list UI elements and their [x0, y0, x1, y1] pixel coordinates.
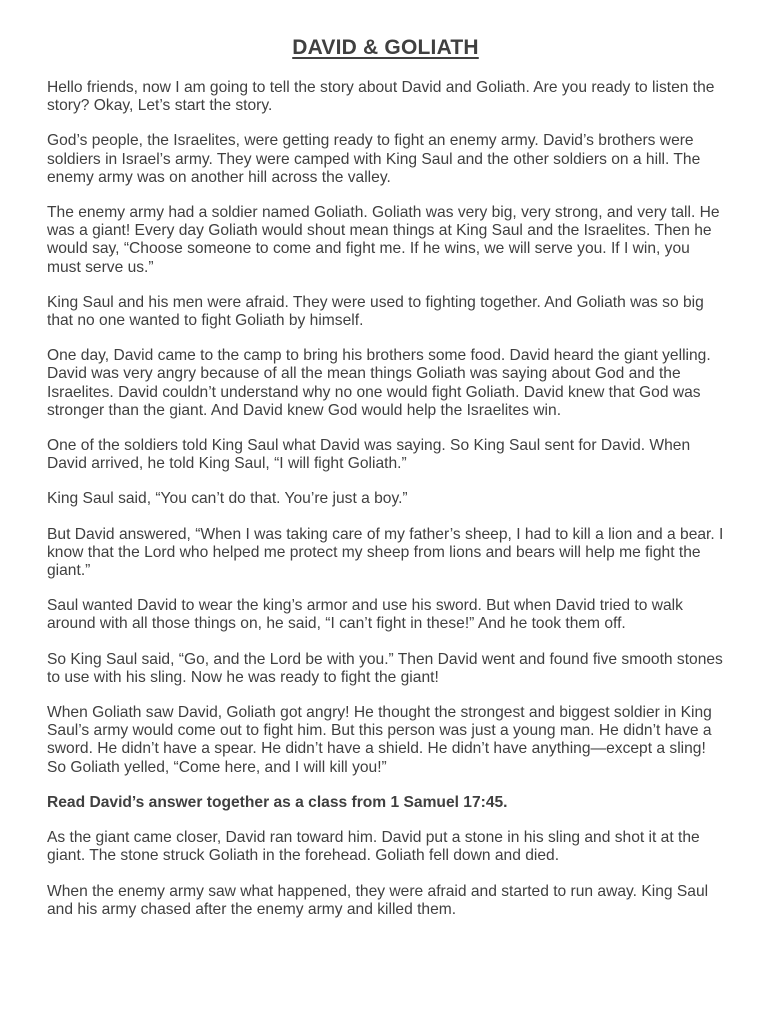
paragraph-david-answers: But David answered, “When I was taking care of my father’s sheep, I had to kill a lion and a bear. I know that the Lord who helped me protect my sheep from lions and bears will help me fight the giant.”: [47, 525, 724, 580]
paragraph-goliath-angry: When Goliath saw David, Goliath got angry! He thought the strongest and biggest soldier in King Saul’s army would come out to fight him. But this person was just a young man. He didn’t have a sword. He didn’t have a spear. He didn’t have a shield. He didn’t have anything—except a sling! So Goliath yelled, “Come here, and I will kill you!”: [47, 704, 712, 776]
paragraph-enemy-flees: When the enemy army saw what happened, they were afraid and started to run away. King Saul and his army chased after the enemy army and killed them.: [47, 882, 709, 918]
paragraph-israelites: God’s people, the Israelites, were getting ready to fight an enemy army. David’s brothers were soldiers in Israel’s army. They were camped with King Saul and the other soldiers on a hill. The enemy army was on another hill across the valley.: [47, 132, 701, 186]
paragraph-soldier-tells: One of the soldiers told King Saul what David was saying. So King Saul sent for David. When David arrived, he told King Saul, “I will fight Goliath.”: [47, 437, 691, 473]
paragraph-armor: Saul wanted David to wear the king’s armor and use his sword. But when David tried to walk around with all those things on, he said, “I can’t fight in these!” And he took them off.: [47, 597, 683, 633]
paragraph-david-arrives: One day, David came to the camp to bring his brothers some food. David heard the giant yelling. David was very angry because of all the mean things Goliath was saying about God and the Israelites. David couldn’t understand why no one would fight Goliath. David knew that God was stronger than the giant. And David knew God would help the Israelites win.: [47, 347, 711, 419]
paragraph-stone-strikes: As the giant came closer, David ran toward him. David put a stone in his sling and shot it at the giant. The stone struck Goliath in the forehead. Goliath fell down and died.: [47, 829, 700, 865]
paragraph-goliath: The enemy army had a soldier named Goliath. Goliath was very big, very strong, and very tall. He was a giant! Every day Goliath would shout mean things at King Saul and the Israelites. Then he would say, “Choose someone to come and fight me. If he wins, we will serve you. If I win, you must serve us.”: [47, 204, 720, 276]
document-title: DAVID & GOLIATH: [292, 36, 479, 59]
paragraph-intro: Hello friends, now I am going to tell the story about David and Goliath. Are you ready to listen the story? Okay, Let’s start the story.: [47, 79, 715, 115]
paragraph-saul-says: King Saul said, “You can’t do that. You’re just a boy.”: [47, 490, 408, 508]
paragraph-afraid: King Saul and his men were afraid. They were used to fighting together. And Goliath was so big that no one wanted to fight Goliath by himself.: [47, 293, 704, 330]
paragraph-class-reading: Read David’s answer together as a class from 1 Samuel 17:45.: [47, 793, 508, 811]
paragraph-stones: So King Saul said, “Go, and the Lord be with you.” Then David went and found five smooth stones to use with his sling. Now he was ready to fight the giant!: [47, 650, 723, 686]
